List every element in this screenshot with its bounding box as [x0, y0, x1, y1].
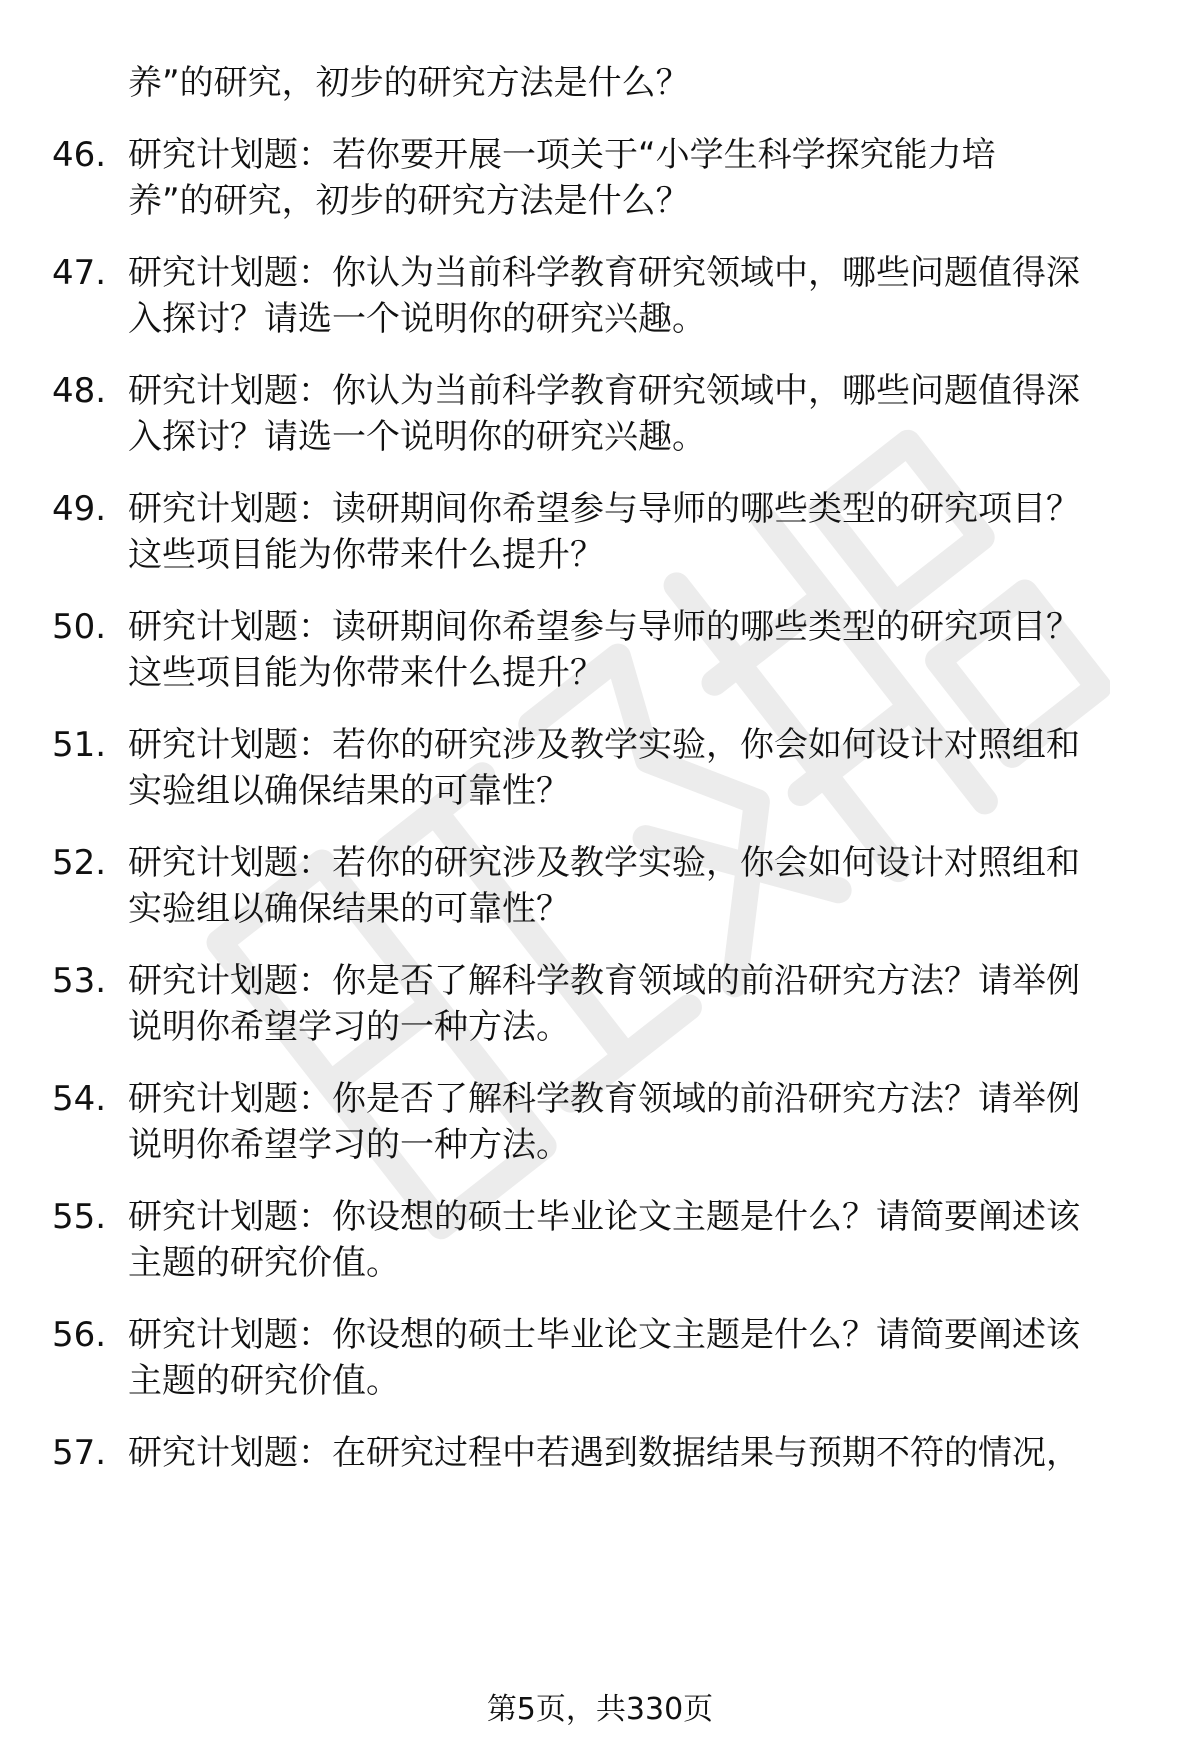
question-number: 50.	[52, 607, 107, 647]
question-number: 55.	[52, 1197, 107, 1237]
question-text-line: 研究计划题：你是否了解科学教育领域的前沿研究方法？请举例	[128, 961, 1080, 1001]
question-text-line: 研究计划题：若你的研究涉及教学实验，你会如何设计对照组和	[128, 843, 1080, 883]
question-text	[128, 368, 1148, 460]
question-text-line: 研究计划题：读研期间你希望参与导师的哪些类型的研究项目？	[128, 489, 1080, 529]
question-number: 47.	[52, 253, 107, 293]
question-number: 46.	[52, 135, 107, 175]
question-text-line: 入探讨？请选一个说明你的研究兴趣。	[128, 299, 706, 339]
question-text-line: 这些项目能为你带来什么提升？	[128, 653, 604, 693]
question-number: 51.	[52, 725, 107, 765]
question-text-line: 研究计划题：你设想的硕士毕业论文主题是什么？请简要阐述该	[128, 1315, 1080, 1355]
question-text-line: 这些项目能为你带来什么提升？	[128, 535, 604, 575]
page-footer: 第5页，共330页	[486, 1692, 714, 1727]
question-number: 53.	[52, 961, 107, 1001]
question-text	[128, 1076, 1148, 1168]
question-text	[128, 958, 1148, 1050]
question-text	[128, 1194, 1148, 1286]
question-number: 57.	[52, 1433, 107, 1473]
question-text	[128, 1312, 1148, 1404]
question-text-line: 研究计划题：若你要开展一项关于“小学生科学探究能力培	[128, 135, 996, 175]
question-number: 49.	[52, 489, 107, 529]
question-text-line: 实验组以确保结果的可靠性？	[128, 889, 570, 929]
question-text	[128, 1430, 1148, 1476]
question-text-line: 养”的研究，初步的研究方法是什么？	[128, 181, 690, 221]
question-text	[128, 604, 1148, 696]
question-text-line: 研究计划题：你是否了解科学教育领域的前沿研究方法？请举例	[128, 1079, 1080, 1119]
question-text-line: 说明你希望学习的一种方法。	[128, 1125, 570, 1165]
question-text-line: 研究计划题：在研究过程中若遇到数据结果与预期不符的情况，	[128, 1433, 1080, 1473]
question-number: 48.	[52, 371, 107, 411]
question-text	[128, 840, 1148, 932]
question-text-line: 研究计划题：若你的研究涉及教学实验，你会如何设计对照组和	[128, 725, 1080, 765]
question-text-line: 说明你希望学习的一种方法。	[128, 1007, 570, 1047]
question-text-line: 研究计划题：你认为当前科学教育研究领域中，哪些问题值得深	[128, 371, 1080, 411]
question-text-line: 主题的研究价值。	[128, 1361, 400, 1401]
question-text-line: 主题的研究价值。	[128, 1243, 400, 1283]
question-number: 54.	[52, 1079, 107, 1119]
question-number: 52.	[52, 843, 107, 883]
question-number: 56.	[52, 1315, 107, 1355]
question-text	[128, 250, 1148, 342]
question-text-line: 研究计划题：你认为当前科学教育研究领域中，哪些问题值得深	[128, 253, 1080, 293]
question-text	[128, 486, 1148, 578]
question-text-line: 研究计划题：读研期间你希望参与导师的哪些类型的研究项目？	[128, 607, 1080, 647]
question-text-line: 入探讨？请选一个说明你的研究兴趣。	[128, 417, 706, 457]
question-text	[128, 132, 1148, 224]
continuation-text: 养”的研究，初步的研究方法是什么？	[128, 63, 690, 103]
question-text	[128, 722, 1148, 814]
question-text-line: 研究计划题：你设想的硕士毕业论文主题是什么？请简要阐述该	[128, 1197, 1080, 1237]
question-text-line: 实验组以确保结果的可靠性？	[128, 771, 570, 811]
